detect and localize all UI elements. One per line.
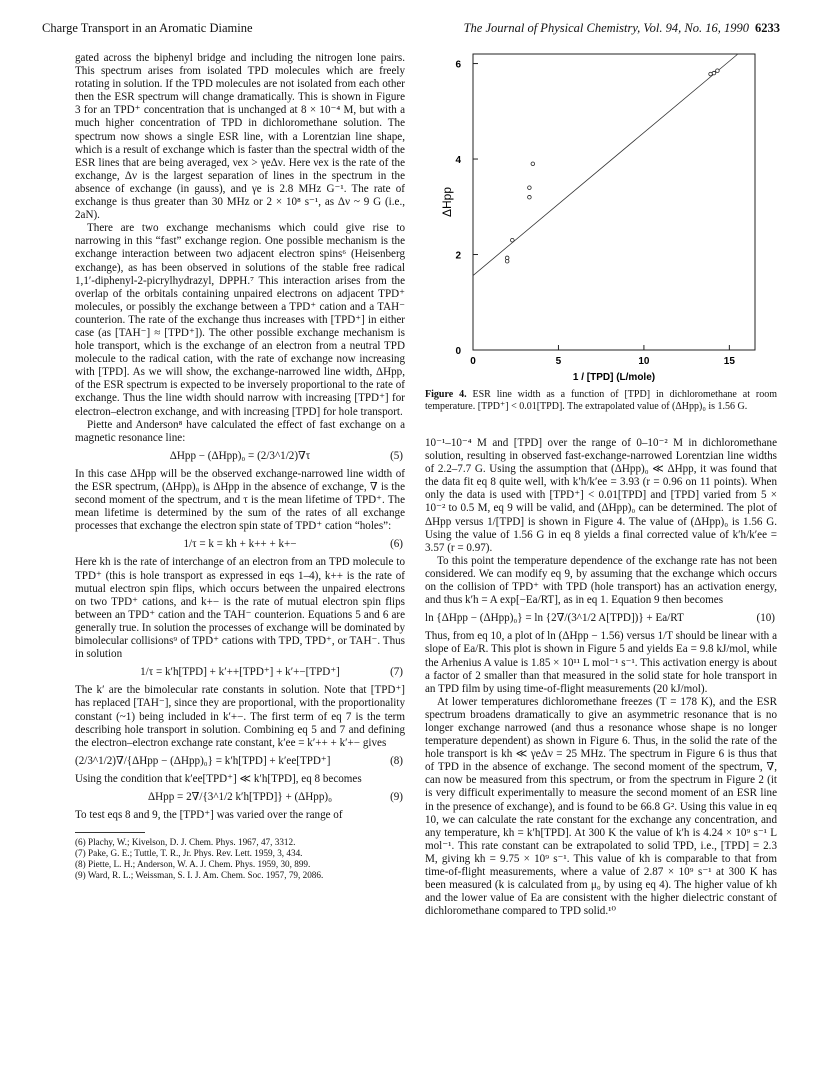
- data-point: [712, 71, 716, 75]
- equation-10: [425, 612, 777, 625]
- y-tick-label: 2: [455, 250, 461, 262]
- y-axis-label: ΔHpp: [440, 186, 454, 218]
- equation-number: (10): [756, 612, 775, 625]
- paragraph: To test eqs 8 and 9, the [TPD⁺] was varied over the range of: [75, 809, 343, 822]
- y-tick-label: 4: [455, 155, 461, 167]
- equation-body: 1/τ = k = kh + k++ + k+−: [183, 538, 297, 551]
- data-point: [511, 238, 515, 242]
- caption-text: ESR line width as a function of [TPD] in dichloromethane at room temperature. [TPD⁺] < 0.01[TPD]. The extrapolated value of (ΔHpp)₀ is 1.56 G.: [425, 389, 778, 413]
- data-marks: [473, 54, 738, 276]
- equation-7: [75, 666, 405, 679]
- equation-8: [75, 755, 405, 768]
- paragraph: In this case ΔHpp will be the observed exchange-narrowed line width of the ESR spectrum, (ΔHpp)₀ is ΔHpp in the absence of exchange, ∇ is the second moment of the spectrum, and τ is the mean lifetime of TPD⁺. The mean lifetime is determined by the sum of the rates of all exchange processes that exchange the electron spin state of TPD⁺ cation “holes”:: [75, 467, 405, 533]
- y-tick-label: 6: [455, 59, 461, 71]
- equation-5: [75, 450, 405, 463]
- paragraph: Piette and Anderson⁸ have calculated the effect of fast exchange on a magnetic resonance line:: [75, 418, 405, 444]
- footnote: (7) Pake, G. E.; Tuttle, T. R., Jr. Phys. Rev. Lett. 1959, 3, 434.: [75, 848, 303, 859]
- journal-citation: [464, 21, 780, 36]
- left-column: [75, 52, 405, 881]
- equation-number: (7): [390, 666, 403, 679]
- equation-body: 1/τ = k′h[TPD] + k′++[TPD⁺] + k′+−[TPD⁺]: [140, 666, 340, 679]
- equation-6: [75, 538, 405, 551]
- paragraph: 10⁻¹–10⁻⁴ M and [TPD] over the range of 0–10⁻² M in dichloromethane solution, resulting in observed fast-exchange-narrowed Lorentzian line widths of 2.2–7.7 G. Using the assumption that (ΔHpp)₀ ≪ ΔHpp, it was found that the data fit eq 8 quite well, with k′h/k′ee = 3.93 (r = 0.96 on 11 points). When only the data is used with [TPD⁺] < 0.01[TPD] and [TPD] varied from 5 × 10⁻² to 0.5 M, eq 9 will be valid, and (ΔHpp)₀ can be determined. The plot of ΔHpp versus 1/[TPD] is shown in Figure 4. The value of (ΔHpp)₀ is 1.56 G. Using the value of 1.56 G in eq 8 yields a final corrected value of k′h/k′ee = 3.57 (r = 0.97).: [425, 437, 777, 554]
- footnote: (8) Piette, L. H.; Anderson, W. A. J. Chem. Phys. 1959, 30, 899.: [75, 859, 311, 870]
- footnote: (6) Plachy, W.; Kivelson, D. J. Chem. Phys. 1967, 47, 3312.: [75, 837, 296, 848]
- x-axis-label: 1 / [TPD] (L/mole): [572, 372, 656, 383]
- equation-body: ΔHpp − (ΔHpp)₀ = (2/3^1/2)∇τ: [169, 449, 311, 462]
- paragraph: Using the condition that k′ee[TPD⁺] ≪ k′h[TPD], eq 8 becomes: [75, 772, 362, 785]
- y-tick-label: 0: [455, 346, 461, 357]
- journal-name: The Journal of Physical Chemistry, Vol. 94, No. 16, 1990: [463, 21, 749, 35]
- plot-frame: [473, 54, 755, 350]
- paragraph: To this point the temperature dependence of the exchange rate has not been considered. We can modify eq 9, by assuming that the exchange which occurs on the collision of TPD⁺ with TPD (hole transport) has an activation energy, and thus k′h = A exp[−Ea/RT], as in eq 1. Equation 9 then becomes: [425, 554, 777, 607]
- figure-4-chart: [425, 42, 770, 387]
- x-tick-label: 15: [723, 356, 735, 367]
- equation-number: (6): [390, 538, 403, 551]
- equation-9: [75, 791, 405, 804]
- running-header: [42, 21, 780, 37]
- plot-area: [473, 54, 755, 350]
- caption-label: Figure 4.: [425, 389, 467, 400]
- equation-body: (2/3^1/2)∇/{ΔHpp − (ΔHpp)₀} = k′h[TPD] + k′ee[TPD⁺]: [75, 754, 331, 767]
- paragraph: At lower temperatures dichloromethane freezes (T = 178 K), and the ESR spectrum broadens dramatically to give an asymmetric resonance that is no longer exchange narrowed (and thus a resonance whose shape is no longer temperature dependent) as shown in Figure 6. Thus, in the solid the rate of the hole transport is kh ≪ γeΔν = 25 MHz. The spectrum in Figure 6 is thus that of TPD in the absence of exchange. The second moment of the spectrum, ∇, can now be measured from this spectrum, or from the spectrum in Figure 2 (it is very difficult experimentally to measure the second moment of an ESR line in the presence of exchange), and is found to be 66.8 G². Using this value in eq 10, we can calculate the rate constant for the exchange any concentration, and any temperature, kh = k′h[TPD]. At 300 K the value of k′h is 4.24 × 10⁹ s⁻¹ L mol⁻¹. This rate constant can be extrapolated to solid TPD, i.e., [TPD] = 2.3 M, giving kh = 9.75 × 10⁹ s⁻¹. This value of kh is comparable to that from time-of-flight measurements, where a value of 2.87 × 10⁹ s⁻¹ at 300 K has been measured (k is calculated from μ₀ by using eq 4). The higher value of kh and the lower value of Ea are consistent with the higher dielectric constant of dichloromethane compared to TPD solid.¹⁰: [425, 695, 777, 918]
- x-tick-label: 0: [470, 356, 476, 367]
- paragraph: There are two exchange mechanisms which could give rise to narrowing in this “fast” exchange region. One possible mechanism is the exchange interaction between two adjacent electron spins⁶ (Heisenberg exchange), as has been observed in solutions of the stable free radical 1,1′-diphenyl-2-picrylhydrazyl, DPPH.⁷ This interaction arises from the overlap of the orbitals containing unpaired electrons on adjacent TPD⁺ molecules, or possibly the exchange between a TPD⁺ cation and a TAH⁻ counterion. The rate of the exchange thus increases with [TPD⁺] in either case (as [TAH⁻] ≈ [TPD⁺]). The other possible exchange mechanism is hole transport, which is the exchange of an electron from a neutral TPD molecule to the radical cation, with the rate of exchange now increasing with [TPD]. As we will show, the exchange-narrowed line width, ΔHpp, of the ESR spectrum is expected to be inversely proportional to the rate of exchange. Thus the line width should narrow with increasing [TPD⁺] for electron–electron exchange, and with increasing [TPD] for hole transport.: [75, 222, 405, 418]
- x-tick-label: 10: [638, 356, 650, 367]
- footnote-rule: [75, 832, 145, 833]
- equation-body: ln {ΔHpp − (ΔHpp)₀} = ln {2∇/(3^1/2 A[TPD])} + Ea/RT: [425, 612, 684, 625]
- data-point: [528, 195, 532, 199]
- x-tick-label: 5: [555, 356, 562, 367]
- footnotes: [75, 832, 405, 881]
- equation-body: ΔHpp = 2∇/{3^1/2 k′h[TPD]} + (ΔHpp)₀: [148, 790, 332, 803]
- data-point: [528, 186, 532, 190]
- paragraph: The k′ are the bimolecular rate constants in solution. Note that [TPD⁺] has replaced [TAH⁻], since they are proportional, with the proportionality constant (~1) being included in k′+−. The first term of eq 7 is the term describing hole transport in solution. Combining eq 5 and 7 and defining the electron–electron exchange rate constant, k′ee = k′++ + k′+− gives: [75, 684, 405, 749]
- paragraph: Here kh is the rate of interchange of an electron from an TPD molecule to TPD⁺ (this is hole transport as expressed in eqs 1–4), k++ is the rate of mutual electron spin flips, which occurs between the unpaired electrons on two TPD⁺ cations, and k+− is the rate of mutual electron spin flips between an TPD⁺ cation and the TAH⁻ counterion. Equations 5 and 6 are generally true. In solution the processes of exchange will be dominated by bimolecular collisions⁹ of TPD⁺ cations with TPD, TPD⁺, or TAH⁻. Thus in solution: [75, 556, 405, 661]
- paragraph: Thus, from eq 10, a plot of ln (ΔHpp − 1.56) versus 1/T should be linear with a slope of Ea/R. This plot is shown in Figure 5 and yields Ea = 9.8 kJ/mol, while the Arhenius A value is 1.85 × 10¹¹ L mol⁻¹ s⁻¹. This activation energy is about a factor of 2 smaller than that measured in the solid state for hole transport in an TPD film by using time-of-flight measurements (20 kJ/mol).: [425, 630, 777, 695]
- running-title: Charge Transport in an Aromatic Diamine: [42, 21, 253, 35]
- footnote: (9) Ward, R. L.; Weissman, S. I. J. Am. Chem. Soc. 1957, 79, 2086.: [75, 870, 324, 881]
- data-point: [531, 162, 535, 166]
- figure-caption: [425, 389, 777, 413]
- data-point: [716, 69, 720, 73]
- page-number: 6233: [755, 21, 780, 35]
- data-point: [505, 259, 509, 263]
- equation-number: (5): [390, 449, 403, 462]
- paragraph: gated across the biphenyl bridge and including the nitrogen lone pairs. This spectrum arises from isolated TPD molecules which are freely rotating in solution. If the TPD molecules are not isolated from each other then the ESR spectrum will change dramatically. This is shown in Figure 3 for an TPD⁺ concentration that is unchanged at 8 × 10⁻⁴ M, but with a much higher concentration of TPD in dichloromethane solution. The spectrum now shows a single ESR line, with a Lorentzian line shape, which is a result of exchange which is faster than the spectral width of the ESR lines that are being averaged, νex > γeΔν. Here νex is the rate of the exchange, Δν is the largest separation of lines in the spectrum in the absence of exchange (in gauss), and γe is 2.8 MHz G⁻¹. The rate of exchange is thus greater than 30 MHz or 2 × 10⁸ s⁻¹, as Δν ~ 9 G (i.e., 2aN).: [75, 52, 405, 222]
- right-column: [425, 437, 777, 918]
- equation-number: (9): [390, 790, 403, 803]
- equation-number: (8): [390, 754, 403, 767]
- axis-ticks: [455, 60, 735, 367]
